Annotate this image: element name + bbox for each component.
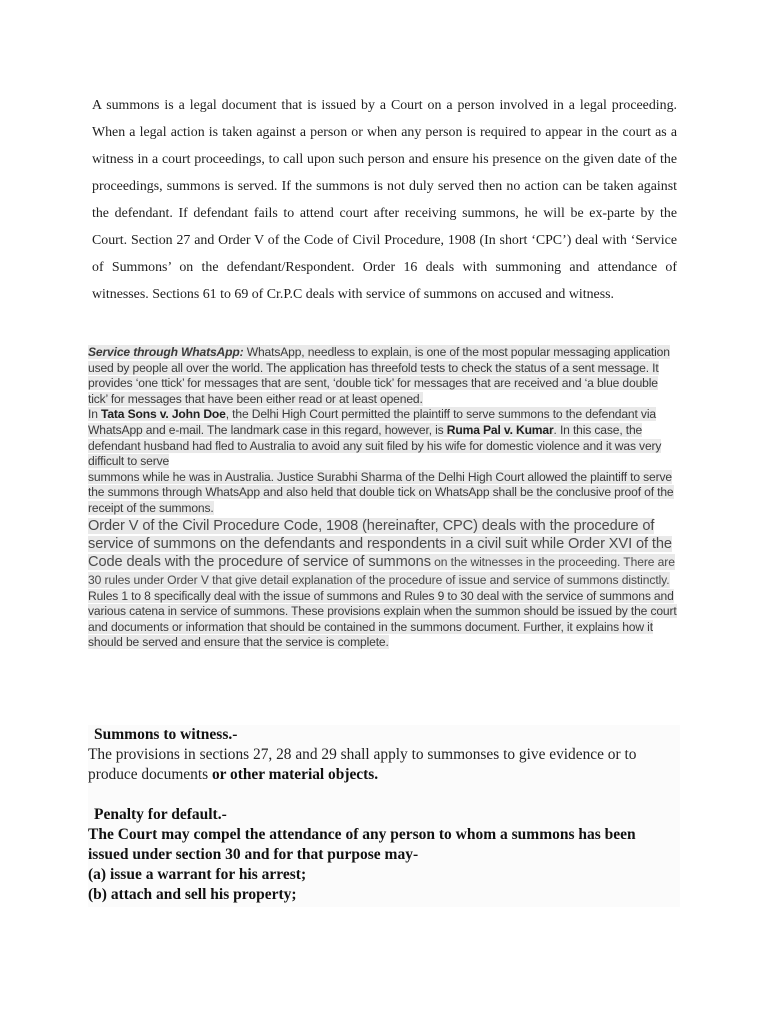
penalty-item-a: (a) issue a warrant for his arrest;	[88, 866, 307, 883]
witness-text: The provisions in sections 27, 28 and 29 shall apply to summonses to give evidence or to produce documents	[88, 746, 637, 783]
case-tata-sons: Tata Sons v. John Doe	[101, 407, 226, 422]
order-v-small-text: on the witnesses in the proceeding. There are 30 rules under Order V that give detail explanation of the procedure of issue and service of summons distinctly.	[88, 554, 675, 587]
witness-bold-text: or other material objects.	[211, 766, 379, 783]
act-excerpt	[88, 725, 680, 907]
tata-mid: , the Delhi High Court permitted the plaintiff to serve summons to the defendant via WhatsApp and e-mail. The landmark case in this regard, however, is	[88, 407, 656, 437]
penalty-item-b: (b) attach and sell his property;	[88, 886, 297, 903]
tata-sons-paragraph	[88, 407, 680, 469]
witness-heading: Summons to witness.-	[94, 726, 238, 743]
witness-paragraph	[88, 745, 680, 785]
whatsapp-heading: Service through WhatsApp:	[88, 345, 244, 359]
whatsapp-paragraph	[88, 345, 680, 407]
penalty-paragraph: The Court may compel the attendance of any person to whom a summons has been issued under section 30 and for that purpose may-	[88, 826, 636, 863]
tata-pre: In	[88, 407, 101, 422]
order-v-large-text: Order V of the Civil Procedure Code, 1908 (hereinafter, CPC) deals with the procedure of service of summons on the defendants and respondents in a civil suit while Order XVI of the Code deals with the procedure of service of summons	[88, 517, 672, 570]
order-v-paragraph	[88, 517, 680, 589]
rules-paragraph	[88, 589, 680, 651]
australia-text: summons while he was in Australia. Justice Surabhi Sharma of the Delhi High Court allowed the plaintiff to serve the summons through WhatsApp and also held that double tick on WhatsApp shall be the conclusive proof of the receipt of the summons.	[88, 469, 674, 515]
rules-text: Rules 1 to 8 specifically deal with the issue of summons and Rules 9 to 30 deal with the service of summons and various catena in service of summons. These provisions explain when the summon should be issued by the court and documents or information that should be contained in the summons document. Further, it explains how it should be served and ensure that the service is complete.	[88, 588, 677, 650]
highlighted-excerpt	[88, 345, 680, 651]
penalty-heading: Penalty for default.-	[94, 806, 227, 823]
australia-paragraph	[88, 470, 680, 517]
intro-paragraph: A summons is a legal document that is issued by a Court on a person involved in a legal proceeding. When a legal action is taken against a person or when any person is required to appear in the court as a witness in a court proceedings, to call upon such person and ensure his presence on the given date of the proceedings, summons is served. If the summons is not duly served then no action can be taken against the defendant. If defendant fails to attend court after receiving summons, he will be ex-parte by the Court. Section 27 and Order V of the Code of Civil Procedure, 1908 (In short ‘CPC’) deal with ‘Service of Summons’ on the defendant/Respondent. Order 16 deals with summoning and attendance of witnesses. Sections 61 to 69 of Cr.P.C deals with service of summons on accused and witness.	[92, 98, 677, 302]
case-ruma-pal: Ruma Pal v. Kumar	[446, 422, 554, 437]
tata-post: . In this case, the defendant husband had fled to Australia to avoid any suit filed by his wife for domestic violence and it was very difficult to serve	[88, 422, 662, 469]
whatsapp-text: WhatsApp, needless to explain, is one of the most popular messaging application used by people all over the world. The application has threefold tests to check the status of a sent message. It provides ‘one ttick’ for messages that are sent, ‘double tick’ for messages that are received and ‘a blue double tick’ for messages that have been either read or at least opened.	[88, 345, 670, 406]
